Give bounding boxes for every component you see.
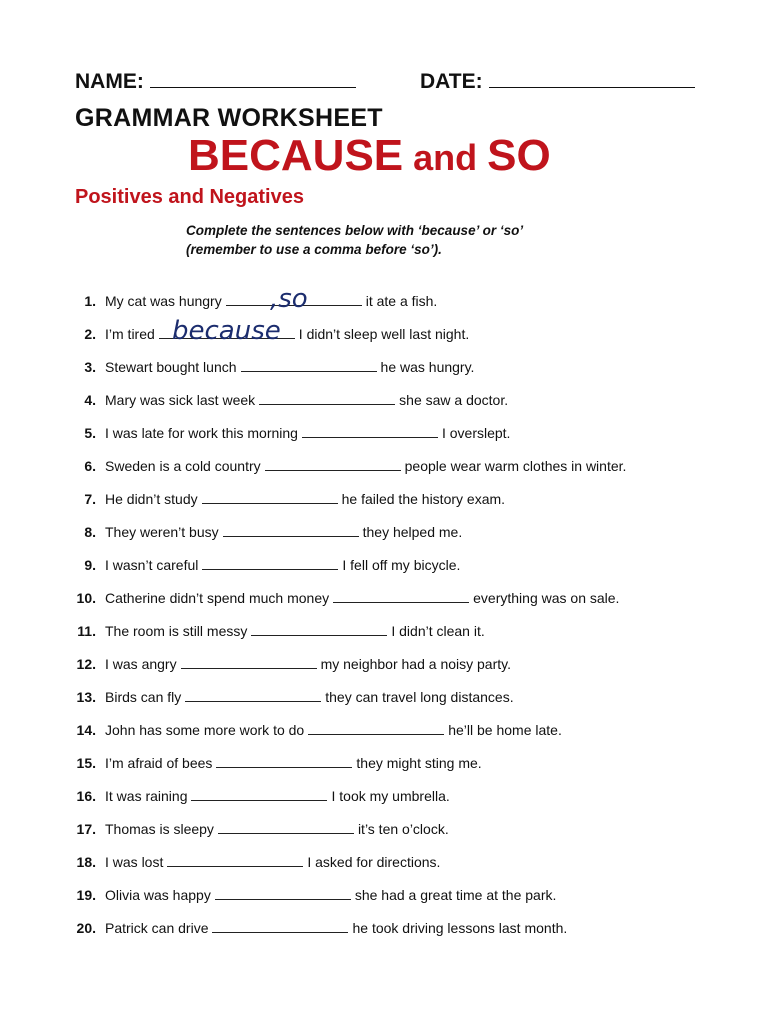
item-sentence bbox=[105, 885, 556, 905]
sentence-end: he was hungry. bbox=[380, 359, 475, 375]
item-sentence bbox=[105, 753, 482, 773]
item-sentence bbox=[105, 390, 508, 410]
answer-blank[interactable] bbox=[215, 885, 351, 900]
sentence-start: I was lost bbox=[105, 854, 164, 870]
sentence-end: he’ll be home late. bbox=[448, 722, 562, 738]
answer-blank[interactable] bbox=[167, 852, 303, 867]
item-number: 6. bbox=[84, 458, 96, 474]
main-title-because: BECAUSE bbox=[188, 131, 404, 180]
sentence-start: It was raining bbox=[105, 788, 188, 804]
sentence-start: I was late for work this morning bbox=[105, 425, 298, 441]
exercise-item bbox=[60, 522, 720, 555]
item-sentence bbox=[105, 819, 449, 839]
item-number: 16. bbox=[76, 788, 96, 804]
name-field bbox=[75, 70, 356, 94]
header-row bbox=[75, 70, 705, 100]
item-sentence bbox=[105, 588, 619, 608]
sentence-start: I’m tired bbox=[105, 326, 155, 342]
item-sentence bbox=[105, 555, 460, 575]
item-number: 20. bbox=[76, 920, 96, 936]
sentence-end: people wear warm clothes in winter. bbox=[404, 458, 627, 474]
sentence-end: it ate a fish. bbox=[365, 293, 438, 309]
sentence-start: I wasn’t careful bbox=[105, 557, 199, 573]
exercise-item bbox=[60, 555, 720, 588]
exercise-item bbox=[60, 390, 720, 423]
sentence-start: They weren’t busy bbox=[105, 524, 219, 540]
item-number: 3. bbox=[84, 359, 96, 375]
sentence-end: it’s ten o’clock. bbox=[357, 821, 449, 837]
answer-blank[interactable] bbox=[302, 423, 438, 438]
item-number: 14. bbox=[76, 722, 96, 738]
exercise-item bbox=[60, 753, 720, 786]
exercise-item bbox=[60, 324, 720, 357]
sentence-start: Birds can fly bbox=[105, 689, 182, 705]
exercise-item bbox=[60, 885, 720, 918]
sentence-start: He didn’t study bbox=[105, 491, 198, 507]
subtitle: Positives and Negatives bbox=[75, 186, 304, 208]
sentence-end: I didn’t clean it. bbox=[391, 623, 485, 639]
exercise-item bbox=[60, 291, 720, 324]
name-label: NAME: bbox=[75, 70, 144, 93]
exercise-item bbox=[60, 687, 720, 720]
answer-blank[interactable] bbox=[308, 720, 444, 735]
sentence-end: my neighbor had a noisy party. bbox=[320, 656, 511, 672]
exercise-item bbox=[60, 588, 720, 621]
main-title bbox=[188, 131, 551, 180]
sentence-start: I was angry bbox=[105, 656, 177, 672]
name-blank-line[interactable] bbox=[150, 86, 356, 88]
answer-blank[interactable] bbox=[202, 489, 338, 504]
sentence-start: Catherine didn’t spend much money bbox=[105, 590, 330, 606]
date-field bbox=[420, 70, 695, 94]
exercise-list bbox=[60, 291, 720, 951]
exercise-item bbox=[60, 357, 720, 390]
item-number: 7. bbox=[84, 491, 96, 507]
exercise-item bbox=[60, 423, 720, 456]
answer-blank[interactable] bbox=[218, 819, 354, 834]
item-sentence bbox=[105, 357, 474, 377]
exercise-item bbox=[60, 918, 720, 951]
item-sentence bbox=[105, 720, 562, 740]
item-sentence bbox=[105, 687, 514, 707]
sentence-end: everything was on sale. bbox=[473, 590, 620, 606]
instructions bbox=[186, 221, 523, 259]
item-number: 12. bbox=[76, 656, 96, 672]
sentence-start: Mary was sick last week bbox=[105, 392, 256, 408]
sentence-start: The room is still messy bbox=[105, 623, 248, 639]
exercise-item bbox=[60, 720, 720, 753]
answer-blank[interactable] bbox=[265, 456, 401, 471]
item-sentence bbox=[105, 522, 462, 542]
sentence-end: I overslept. bbox=[441, 425, 511, 441]
sentence-end: they can travel long distances. bbox=[325, 689, 514, 705]
sentence-start: Stewart bought lunch bbox=[105, 359, 237, 375]
item-sentence bbox=[105, 852, 440, 872]
item-number: 17. bbox=[76, 821, 96, 837]
item-number: 15. bbox=[76, 755, 96, 771]
sentence-end: he failed the history exam. bbox=[341, 491, 506, 507]
sentence-end: she saw a doctor. bbox=[399, 392, 509, 408]
answer-blank[interactable] bbox=[181, 654, 317, 669]
sentence-start: Patrick can drive bbox=[105, 920, 209, 936]
item-number: 4. bbox=[84, 392, 96, 408]
item-number: 11. bbox=[77, 623, 96, 639]
item-number: 9. bbox=[84, 557, 96, 573]
answer-blank[interactable] bbox=[241, 357, 377, 372]
item-sentence bbox=[105, 654, 511, 674]
exercise-item bbox=[60, 621, 720, 654]
item-sentence bbox=[105, 324, 469, 344]
item-sentence bbox=[105, 423, 510, 443]
answer-blank[interactable] bbox=[216, 753, 352, 768]
item-sentence bbox=[105, 621, 485, 641]
main-title-so: SO bbox=[487, 131, 551, 180]
answer-blank[interactable] bbox=[191, 786, 327, 801]
handwritten-answer-2: because bbox=[172, 316, 281, 346]
answer-blank[interactable] bbox=[333, 588, 469, 603]
sentence-start: My cat was hungry bbox=[105, 293, 222, 309]
sentence-end: I fell off my bicycle. bbox=[342, 557, 461, 573]
item-number: 18. bbox=[76, 854, 96, 870]
item-sentence bbox=[105, 786, 450, 806]
exercise-item bbox=[60, 819, 720, 852]
date-label: DATE: bbox=[420, 70, 483, 93]
answer-blank[interactable] bbox=[202, 555, 338, 570]
instructions-line-1: Complete the sentences below with ‘because’ or ‘so’ bbox=[186, 223, 524, 238]
sentence-start: Thomas is sleepy bbox=[105, 821, 214, 837]
exercise-item bbox=[60, 852, 720, 885]
answer-blank[interactable] bbox=[251, 621, 387, 636]
answer-blank[interactable] bbox=[212, 918, 348, 933]
item-number: 1. bbox=[84, 293, 96, 309]
item-number: 5. bbox=[84, 425, 96, 441]
item-sentence bbox=[105, 456, 626, 476]
item-sentence bbox=[105, 489, 505, 509]
item-number: 13. bbox=[76, 689, 96, 705]
sentence-end: I didn’t sleep well last night. bbox=[298, 326, 470, 342]
date-blank-line[interactable] bbox=[489, 86, 695, 88]
exercise-item bbox=[60, 654, 720, 687]
sentence-start: Sweden is a cold country bbox=[105, 458, 261, 474]
sentence-start: John has some more work to do bbox=[105, 722, 305, 738]
instructions-line-2: (remember to use a comma before ‘so’). bbox=[186, 242, 442, 257]
item-number: 19. bbox=[76, 887, 96, 903]
item-sentence bbox=[105, 918, 567, 938]
sentence-end: they might sting me. bbox=[356, 755, 482, 771]
item-number: 2. bbox=[84, 326, 96, 342]
handwritten-answer-1: ,so bbox=[270, 284, 308, 314]
exercise-item bbox=[60, 489, 720, 522]
main-title-and: and bbox=[403, 137, 488, 178]
sentence-end: I took my umbrella. bbox=[331, 788, 450, 804]
sentence-end: I asked for directions. bbox=[307, 854, 441, 870]
sentence-end: they helped me. bbox=[362, 524, 463, 540]
sentence-end: she had a great time at the park. bbox=[354, 887, 557, 903]
sentence-start: I’m afraid of bees bbox=[105, 755, 213, 771]
worksheet-title: GRAMMAR WORKSHEET bbox=[75, 104, 383, 132]
exercise-item bbox=[60, 456, 720, 489]
sentence-end: he took driving lessons last month. bbox=[352, 920, 568, 936]
item-number: 8. bbox=[84, 524, 96, 540]
exercise-item bbox=[60, 786, 720, 819]
answer-blank[interactable] bbox=[259, 390, 395, 405]
item-number: 10. bbox=[76, 590, 96, 606]
answer-blank[interactable] bbox=[185, 687, 321, 702]
answer-blank[interactable] bbox=[223, 522, 359, 537]
sentence-start: Olivia was happy bbox=[105, 887, 211, 903]
